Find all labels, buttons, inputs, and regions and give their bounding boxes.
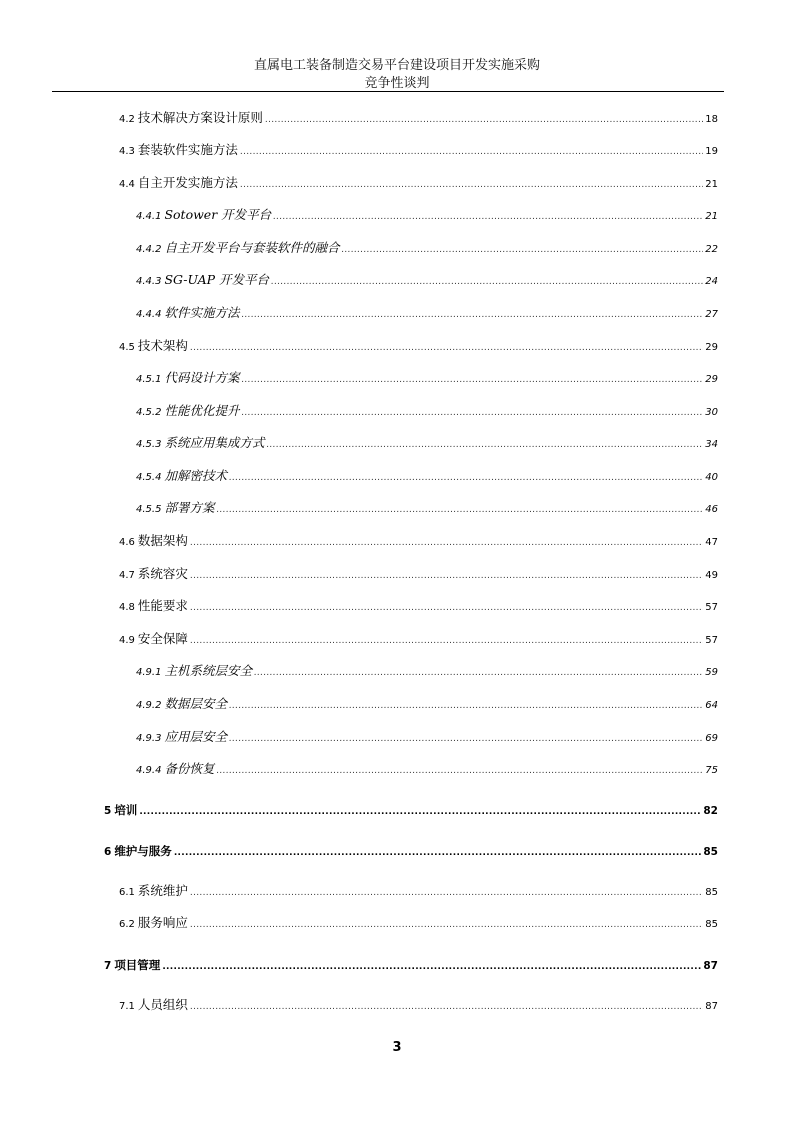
toc-entry[interactable] [136, 369, 718, 387]
toc-entry-title: Sotower 开发平台 [164, 207, 272, 222]
toc-entry[interactable] [119, 565, 718, 583]
toc-entry-number: 4.4.4 [136, 309, 162, 320]
toc-entry-page: 87 [705, 1001, 718, 1012]
toc-entry-page: 49 [705, 570, 718, 581]
toc-entry[interactable] [136, 402, 718, 420]
toc-entry-title: 数据架构 [137, 533, 188, 548]
toc-entry-title: 维护与服务 [114, 844, 172, 858]
header-subtitle: 竞争性谈判 [364, 76, 430, 91]
toc-entry-page: 21 [705, 211, 718, 222]
toc-entry-title: 备份恢复 [164, 761, 215, 776]
toc-entry-page: 40 [705, 472, 718, 483]
toc-entry-title: 性能要求 [137, 598, 188, 613]
toc-dot-leader [265, 111, 703, 129]
toc-entry[interactable] [119, 174, 718, 192]
toc-entry-number: 4.4 [119, 179, 135, 190]
toc-dot-leader [190, 632, 703, 650]
toc-entry[interactable] [104, 956, 718, 974]
toc-entry[interactable] [136, 499, 718, 517]
toc-entry-page: 19 [705, 146, 718, 157]
toc-dot-leader [190, 339, 703, 357]
toc-entry[interactable] [119, 914, 718, 932]
toc-entry[interactable] [119, 337, 718, 355]
toc-entry-number: 4.3 [119, 146, 135, 157]
toc-entry-number: 4.5.2 [136, 407, 162, 418]
toc-entry-title: 技术架构 [137, 338, 188, 353]
toc-entry-title: 自主开发实施方法 [137, 175, 238, 190]
toc-dot-leader [229, 697, 703, 715]
toc-dot-leader [240, 176, 703, 194]
toc-entry[interactable] [136, 304, 718, 322]
toc-entry-page: 29 [705, 374, 718, 385]
toc-entry-number: 4.9.2 [136, 700, 162, 711]
toc-entry[interactable] [136, 467, 718, 485]
toc-entry-number: 4.5.3 [136, 439, 162, 450]
toc-entry[interactable] [136, 206, 718, 224]
toc-entry-number: 4.4.2 [136, 244, 162, 255]
page-number: 3 [392, 1040, 402, 1055]
toc-entry-page: 27 [705, 309, 718, 320]
toc-dot-leader [190, 884, 703, 902]
toc-entry-page: 57 [705, 602, 718, 613]
toc-entry-title: 部署方案 [164, 500, 215, 515]
toc-entry-number: 4.9.1 [136, 667, 162, 678]
toc-dot-leader [190, 599, 703, 617]
toc-entry-page: 29 [705, 342, 718, 353]
page-header [0, 57, 794, 93]
toc-entry[interactable] [119, 597, 718, 615]
toc-entry-title: 代码设计方案 [164, 370, 240, 385]
toc-entry-page: 82 [703, 805, 718, 817]
toc-entry-page: 34 [705, 439, 718, 450]
toc-dot-leader [229, 730, 703, 748]
toc-dot-leader [174, 844, 702, 862]
toc-entry-title: 系统应用集成方式 [164, 435, 265, 450]
toc-entry-title: 软件实施方法 [164, 305, 240, 320]
toc-dot-leader [241, 371, 703, 389]
toc-dot-leader [240, 143, 703, 161]
toc-entry-title: 技术解决方案设计原则 [137, 110, 263, 125]
toc-entry-title: 应用层安全 [164, 729, 227, 744]
toc-entry-number: 4.5.4 [136, 472, 162, 483]
toc-entry-number: 7.1 [119, 1001, 135, 1012]
toc-entry-number: 4.9.4 [136, 765, 162, 776]
toc-dot-leader [162, 958, 701, 976]
toc-entry-page: 85 [705, 887, 718, 898]
toc-entry-page: 64 [705, 700, 718, 711]
toc-dot-leader [190, 534, 703, 552]
toc-entry[interactable] [136, 662, 718, 680]
toc-entry-number: 4.9.3 [136, 733, 162, 744]
toc-entry[interactable] [136, 271, 718, 289]
toc-entry-title: 服务响应 [137, 915, 188, 930]
toc-entry-page: 21 [705, 179, 718, 190]
toc-entry[interactable] [119, 996, 718, 1014]
toc-dot-leader [139, 803, 701, 821]
toc-entry-number: 4.5.1 [136, 374, 162, 385]
toc-entry-page: 87 [703, 960, 718, 972]
toc-entry-title: 数据层安全 [164, 696, 227, 711]
toc-entry[interactable] [104, 842, 718, 860]
toc-entry-title: 项目管理 [114, 958, 161, 972]
toc-entry-page: 30 [705, 407, 718, 418]
toc-dot-leader [190, 916, 703, 934]
toc-entry[interactable] [119, 109, 718, 127]
toc-entry-page: 85 [703, 846, 718, 858]
toc-dot-leader [216, 762, 703, 780]
toc-dot-leader [254, 664, 703, 682]
toc-entry[interactable] [119, 141, 718, 159]
toc-entry-number: 4.5 [119, 342, 135, 353]
toc-entry-number: 6 [104, 846, 112, 858]
toc-entry-number: 7 [104, 960, 112, 972]
toc-entry-number: 4.4.1 [136, 211, 162, 222]
toc-entry-number: 4.8 [119, 602, 135, 613]
toc-entry-title: 主机系统层安全 [164, 663, 252, 678]
toc-dot-leader [341, 241, 703, 259]
toc-entry-number: 6.2 [119, 919, 135, 930]
toc-dot-leader [190, 567, 703, 585]
toc-entry[interactable] [136, 760, 718, 778]
toc-entry[interactable] [119, 882, 718, 900]
toc-dot-leader [229, 469, 703, 487]
toc-entry-title: 加解密技术 [164, 468, 227, 483]
toc-dot-leader [216, 501, 703, 519]
toc-entry-number: 4.9 [119, 635, 135, 646]
toc-entry-page: 57 [705, 635, 718, 646]
toc-entry-title: 自主开发平台与套装软件的融合 [164, 240, 340, 255]
toc-entry-title: 系统容灾 [137, 566, 188, 581]
toc-entry-title: 安全保障 [137, 631, 188, 646]
toc-entry-page: 59 [705, 667, 718, 678]
toc-entry-number: 5 [104, 805, 112, 817]
toc-dot-leader [241, 404, 703, 422]
toc-entry-number: 4.4.3 [136, 276, 162, 287]
toc-entry-page: 47 [705, 537, 718, 548]
toc-entry-page: 24 [705, 276, 718, 287]
toc-entry[interactable] [119, 532, 718, 550]
toc-entry-page: 22 [705, 244, 718, 255]
toc-dot-leader [271, 273, 703, 291]
toc-entry-number: 4.2 [119, 114, 135, 125]
toc-entry-title: SG-UAP 开发平台 [164, 272, 270, 287]
toc-entry[interactable] [119, 630, 718, 648]
toc-dot-leader [273, 208, 703, 226]
header-divider [52, 91, 724, 92]
toc-entry-page: 18 [705, 114, 718, 125]
toc-entry-number: 6.1 [119, 887, 135, 898]
header-title: 直属电工装备制造交易平台建设项目开发实施采购 [253, 58, 540, 73]
toc-dot-leader [190, 998, 703, 1016]
toc-entry-title: 性能优化提升 [164, 403, 240, 418]
toc-entry-page: 85 [705, 919, 718, 930]
toc-entry-page: 75 [705, 765, 718, 776]
toc-entry[interactable] [136, 239, 718, 257]
toc-entry-number: 4.5.5 [136, 504, 162, 515]
toc-entry-number: 4.6 [119, 537, 135, 548]
toc-entry-number: 4.7 [119, 570, 135, 581]
toc-entry-title: 系统维护 [137, 883, 188, 898]
toc-entry-title: 培训 [114, 803, 138, 817]
toc-entry[interactable] [136, 728, 718, 746]
toc-entry-page: 46 [705, 504, 718, 515]
toc-entry[interactable] [104, 801, 718, 819]
toc-dot-leader [241, 306, 703, 324]
toc-entry-title: 人员组织 [137, 997, 188, 1012]
toc-entry-page: 69 [705, 733, 718, 744]
toc-entry[interactable] [136, 434, 718, 452]
toc-dot-leader [266, 436, 703, 454]
toc-entry-title: 套装软件实施方法 [137, 142, 238, 157]
toc-entry[interactable] [136, 695, 718, 713]
